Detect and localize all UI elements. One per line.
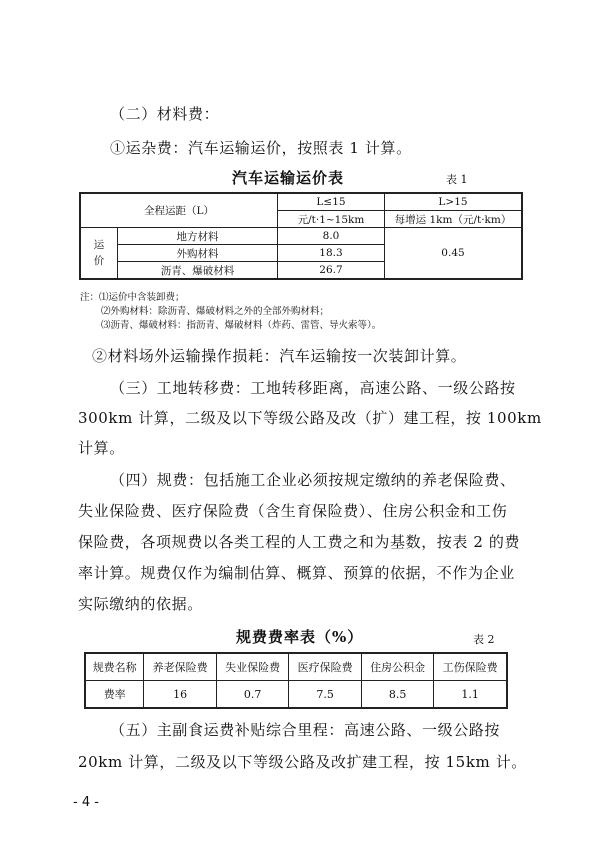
freight-rate-table	[79, 192, 523, 280]
rate-unemployment: 0.7	[216, 681, 288, 709]
section5-line-1: （五）主副食运费补贴综合里程：高速公路、一级公路按	[110, 721, 501, 739]
increment-price: 0.45	[385, 228, 523, 280]
section2-heading: （二）材料费：	[110, 105, 220, 123]
section3-line-1: （三）工地转移费：工地转移距离，高速公路、一级公路按	[110, 379, 516, 397]
section4-line-2: 失业保险费、医疗保险费（含生育保险费）、住房公积金和工伤	[78, 502, 508, 520]
rate-medical: 7.5	[289, 681, 361, 709]
item2-text: ②材料场外运输操作损耗：汽车运输按一次装卸计算。	[92, 347, 467, 365]
table2-number: 表 2	[473, 633, 495, 646]
table2-title: 规费费率表（%）	[236, 628, 364, 646]
material-local: 地方材料	[118, 228, 278, 245]
row-group-label: 运价	[80, 228, 118, 280]
header-fee-name: 规费名称	[85, 653, 144, 681]
header-pension: 养老保险费	[144, 653, 216, 681]
header-unemployment: 失业保险费	[216, 653, 288, 681]
header-distance: 全程运距（L）	[80, 193, 278, 228]
section4-line-5: 实际缴纳的依据。	[78, 595, 203, 613]
note-1: 注：⑴运价中含装卸费；	[80, 292, 185, 303]
section3-line-2: 300km 计算，二级及以下等级公路及改（扩）建工程，按 100km	[78, 409, 542, 427]
material-purchased: 外购材料	[118, 245, 278, 262]
table1-number: 表 1	[446, 173, 468, 186]
header-injury: 工伤保险费	[434, 653, 507, 681]
price-purchased: 18.3	[278, 245, 385, 262]
note-3: ⑶沥青、爆破材料：指沥青、爆破材料（炸药、雷管、导火索等）。	[101, 320, 382, 331]
rate-injury: 1.1	[434, 681, 507, 709]
page-number: - 4 -	[73, 795, 99, 810]
price-asphalt-explosive: 26.7	[278, 262, 385, 280]
table1-title: 汽车运输运价表	[232, 169, 345, 187]
header-medical: 医疗保险费	[289, 653, 361, 681]
fee-rate-table	[84, 652, 508, 709]
item1-text: ①运杂费：汽车运输运价，按照表 1 计算。	[110, 139, 412, 157]
rate-pension: 16	[144, 681, 216, 709]
section4-line-4: 率计算。规费仅作为编制估算、概算、预算的依据，不作为企业	[78, 564, 515, 582]
header-gt15: L>15	[385, 193, 523, 211]
header-housing-fund: 住房公积金	[361, 653, 433, 681]
section3-line-3: 计算。	[78, 439, 125, 457]
unit-gt15: 每增运 1km（元/t·km）	[385, 211, 523, 228]
rate-label: 费率	[85, 681, 144, 709]
header-le15: L≤15	[278, 193, 385, 211]
section5-line-2: 20km 计算，二级及以下等级公路及改扩建工程，按 15km 计。	[78, 753, 527, 771]
unit-le15: 元/t·1~15km	[278, 211, 385, 228]
price-local: 8.0	[278, 228, 385, 245]
note-2: ⑵外购材料：除沥青、爆破材料之外的全部外购材料；	[101, 306, 330, 317]
section4-line-1: （四）规费：包括施工企业必须按规定缴纳的养老保险费、	[110, 471, 516, 489]
material-asphalt-explosive: 沥青、爆破材料	[118, 262, 278, 280]
section4-line-3: 保险费，各项规费以各类工程的人工费之和为基数，按表 2 的费	[78, 533, 521, 551]
rate-housing-fund: 8.5	[361, 681, 433, 709]
